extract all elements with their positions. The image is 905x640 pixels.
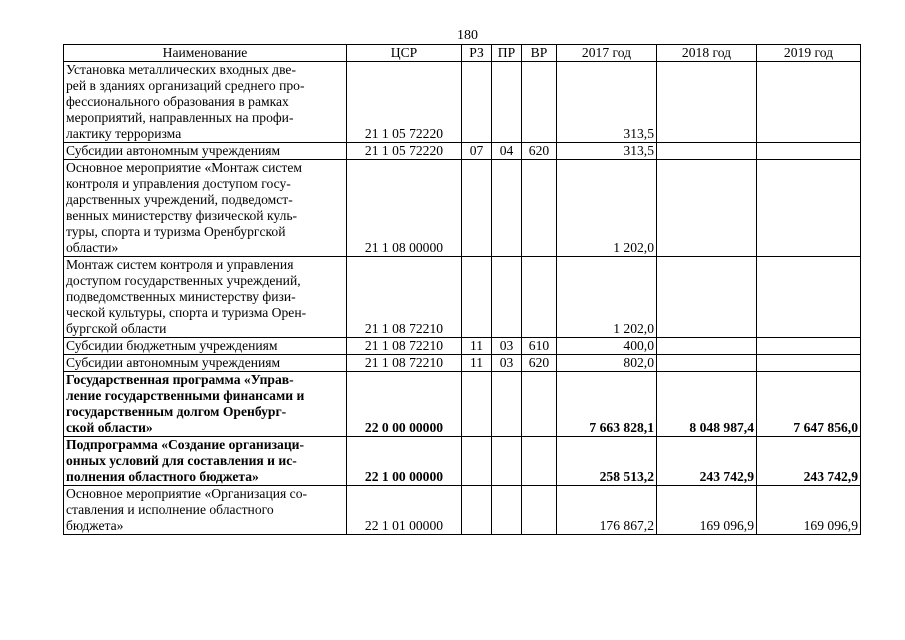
row-name-line: венных министерству физической куль- [66,208,298,223]
row-2018-cell [657,143,757,160]
row-2018-cell [657,160,757,257]
row-2019-cell: 169 096,9 [757,486,861,535]
header-row [64,45,861,62]
row-vr-cell [522,160,557,257]
row-rz-cell [462,486,492,535]
row-rz-cell: 11 [462,355,492,372]
row-csr-cell: 22 1 01 00000 [347,486,462,535]
row-2018-cell [657,355,757,372]
header-pr: ПР [492,45,522,62]
table-row [64,160,861,257]
budget-table [63,44,861,535]
row-name-line: области» [66,240,119,255]
header-2017: 2017 год [557,45,657,62]
row-rz-cell: 11 [462,338,492,355]
row-rz-cell [462,372,492,437]
row-2017-cell: 1 202,0 [557,257,657,338]
row-name-line: фессионального образования в рамках [66,94,289,109]
header-2018: 2018 год [657,45,757,62]
row-name-line: государственным долгом Оренбург- [66,404,287,419]
row-pr-cell [492,62,522,143]
row-name-line: ставления и исполнение областного [66,502,274,517]
row-name-line: рей в зданиях организаций среднего про- [66,78,305,93]
row-2018-cell: 8 048 987,4 [657,372,757,437]
row-csr-cell: 22 0 00 00000 [347,372,462,437]
header-name: Наименование [64,45,347,62]
row-2018-cell [657,257,757,338]
row-name-line: подведомственных министерству физи- [66,289,296,304]
row-csr-cell: 21 1 08 72210 [347,257,462,338]
row-name-line: Государственная программа «Управ- [66,372,294,387]
row-pr-cell [492,486,522,535]
row-csr-cell: 22 1 00 00000 [347,437,462,486]
row-vr-cell: 620 [522,355,557,372]
row-rz-cell: 07 [462,143,492,160]
row-name-line: ление государственными финансами и [66,388,305,403]
row-2019-cell: 243 742,9 [757,437,861,486]
row-2019-cell [757,160,861,257]
table-row [64,143,861,160]
row-name-cell [64,257,347,338]
row-name-cell [64,338,347,355]
row-pr-cell [492,437,522,486]
row-csr-cell: 21 1 08 72210 [347,338,462,355]
row-2018-cell [657,62,757,143]
header-vr: ВР [522,45,557,62]
row-2017-cell: 400,0 [557,338,657,355]
row-pr-cell: 03 [492,338,522,355]
row-2018-cell: 243 742,9 [657,437,757,486]
row-name-line: бургской области [66,321,167,336]
row-2017-cell: 802,0 [557,355,657,372]
table-row [64,62,861,143]
row-vr-cell [522,437,557,486]
row-csr-cell: 21 1 05 72220 [347,62,462,143]
row-2019-cell [757,143,861,160]
table-row [64,372,861,437]
row-vr-cell [522,486,557,535]
row-name-line: контроля и управления доступом госу- [66,176,291,191]
row-csr-cell: 21 1 08 72210 [347,355,462,372]
row-pr-cell [492,372,522,437]
row-name-line: полнения областного бюджета» [66,469,259,484]
row-name-line: бюджета» [66,518,124,533]
row-vr-cell: 610 [522,338,557,355]
row-name-line: Субсидии автономным учреждениям [66,355,281,370]
row-2019-cell [757,257,861,338]
row-name-cell [64,372,347,437]
row-2017-cell: 176 867,2 [557,486,657,535]
row-name-line: доступом государственных учреждений, [66,273,301,288]
table-body [64,62,861,535]
table-row [64,437,861,486]
header-rz: РЗ [462,45,492,62]
row-name-line: Субсидии автономным учреждениям [66,143,281,158]
row-2019-cell [757,355,861,372]
row-rz-cell [462,160,492,257]
row-csr-cell: 21 1 05 72220 [347,143,462,160]
row-2019-cell [757,338,861,355]
row-vr-cell [522,62,557,143]
table-row [64,486,861,535]
row-name-cell [64,62,347,143]
row-2017-cell: 258 513,2 [557,437,657,486]
table-row [64,338,861,355]
row-name-cell [64,437,347,486]
row-2018-cell: 169 096,9 [657,486,757,535]
table-row [64,257,861,338]
header-2019: 2019 год [757,45,861,62]
row-name-line: туры, спорта и туризма Оренбургской [66,224,286,239]
row-vr-cell: 620 [522,143,557,160]
row-name-cell [64,355,347,372]
row-name-line: ской области» [66,420,153,435]
row-vr-cell [522,372,557,437]
row-2019-cell: 7 647 856,0 [757,372,861,437]
row-name-line: дарственных учреждений, подведомст- [66,192,293,207]
row-name-cell [64,160,347,257]
row-name-line: Основное мероприятие «Монтаж систем [66,160,302,175]
row-name-line: Монтаж систем контроля и управления [66,257,294,272]
row-2018-cell [657,338,757,355]
row-name-line: мероприятий, направленных на профи- [66,110,294,125]
row-2017-cell: 7 663 828,1 [557,372,657,437]
row-pr-cell: 04 [492,143,522,160]
row-pr-cell: 03 [492,355,522,372]
row-name-cell [64,486,347,535]
row-csr-cell: 21 1 08 00000 [347,160,462,257]
row-name-line: ческой культуры, спорта и туризма Орен- [66,305,307,320]
row-name-line: Основное мероприятие «Организация со- [66,486,308,501]
row-2017-cell: 1 202,0 [557,160,657,257]
row-rz-cell [462,437,492,486]
header-csr: ЦСР [347,45,462,62]
row-rz-cell [462,62,492,143]
row-name-line: лактику терроризма [66,126,182,141]
row-vr-cell [522,257,557,338]
row-name-line: Подпрограмма «Создание организаци- [66,437,305,452]
table-row [64,355,861,372]
row-pr-cell [492,257,522,338]
row-2017-cell: 313,5 [557,143,657,160]
row-2019-cell [757,62,861,143]
row-name-line: Субсидии бюджетным учреждениям [66,338,278,353]
row-name-line: онных условий для составления и ис- [66,453,297,468]
page-number: 180 [457,28,478,43]
row-2017-cell: 313,5 [557,62,657,143]
row-name-cell [64,143,347,160]
row-pr-cell [492,160,522,257]
row-rz-cell [462,257,492,338]
row-name-line: Установка металлических входных две- [66,62,296,77]
